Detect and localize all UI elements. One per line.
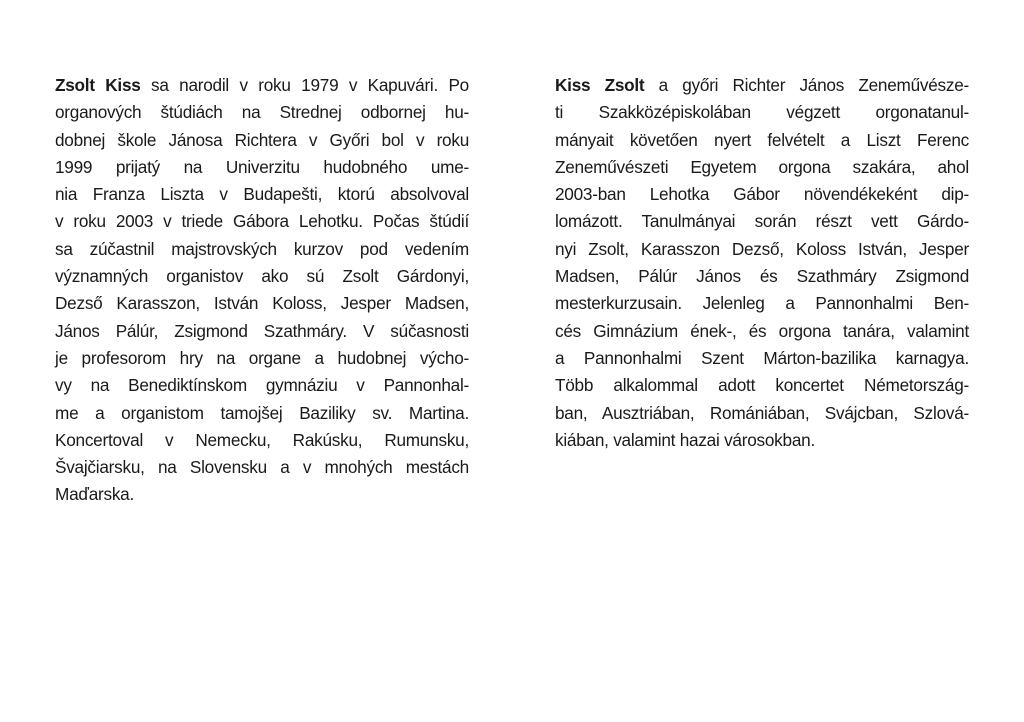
slovak-line-5: nia Franza Liszta v Budapešti, ktorú absolvoval [55, 184, 469, 205]
slovak-line-15: Švajčiarsku, na Slovensku a v mnohých mestách [55, 457, 469, 478]
hungarian-line-13: ban, Ausztriában, Romániában, Svájcban, Szlová- [555, 402, 969, 423]
slovak-line-4: 1999 prijatý na Univerzitu hudobného ume- [55, 156, 469, 177]
slovak-line-11: je profesorom hry na organe a hudobnej výcho- [55, 347, 469, 368]
hungarian-line-3: mányait követően nyert felvételt a Liszt Ferenc [555, 129, 969, 150]
slovak-line-10: János Pálúr, Zsigmond Szathmáry. V súčasnosti [55, 320, 469, 341]
slovak-line-7: sa zúčastnil majstrovských kurzov pod vedením [55, 238, 469, 259]
slovak-name: Zsolt Kiss [55, 75, 141, 95]
hungarian-line-7: nyi Zsolt, Karasszon Dezső, Koloss István, Jesper [555, 238, 969, 259]
hungarian-line-11: a Pannonhalmi Szent Márton-bazilika karnagya. [555, 347, 969, 368]
hungarian-line-9: mesterkurzusain. Jelenleg a Pannonhalmi Ben- [555, 293, 969, 314]
slovak-line-3: dobnej škole Jánosa Richtera v Győri bol v roku [55, 129, 469, 150]
slovak-line-12: vy na Benediktínskom gymnáziu v Pannonhal- [55, 375, 469, 396]
slovak-line-16: Maďarska. [55, 484, 134, 505]
slovak-line-14: Koncertoval v Nemecku, Rakúsku, Rumunsku, [55, 429, 469, 450]
hungarian-line-12: Több alkalommal adott koncertet Németország- [555, 375, 969, 396]
hungarian-line-8: Madsen, Pálúr János és Szathmáry Zsigmond [555, 266, 969, 287]
hungarian-line-10: cés Gimnázium ének-, és orgona tanára, valamint [555, 320, 969, 341]
slovak-line-1: Zsolt Kiss sa narodil v roku 1979 v Kapuvári. Po [55, 75, 469, 95]
hungarian-line-6: lomázott. Tanulmányai során részt vett Gárdo- [555, 211, 969, 232]
slovak-line-8: významných organistov ako sú Zsolt Gárdonyi, [55, 266, 469, 287]
slovak-line-6: v roku 2003 v triede Gábora Lehotku. Počas štúdií [55, 211, 469, 232]
hungarian-name: Kiss Zsolt [555, 75, 645, 95]
slovak-line-9: Dezső Karasszon, István Koloss, Jesper Madsen, [55, 293, 469, 314]
slovak-line-2: organových štúdiách na Strednej odbornej hu- [55, 102, 469, 123]
slovak-biography [55, 72, 469, 509]
hungarian-line-5: 2003-ban Lehotka Gábor növendékeként dip- [555, 184, 969, 205]
hungarian-line-14: kiában, valamint hazai városokban. [555, 429, 815, 450]
slovak-line-13: me a organistom tamojšej Baziliky sv. Martina. [55, 402, 469, 423]
hungarian-line-1: Kiss Zsolt a győri Richter János Zeneművésze- [555, 75, 970, 95]
hungarian-line-4: Zeneművészeti Egyetem orgona szakára, ahol [555, 156, 969, 177]
hungarian-biography [555, 72, 969, 454]
hungarian-line-2: ti Szakközépiskolában végzett orgonatanul- [555, 102, 969, 123]
